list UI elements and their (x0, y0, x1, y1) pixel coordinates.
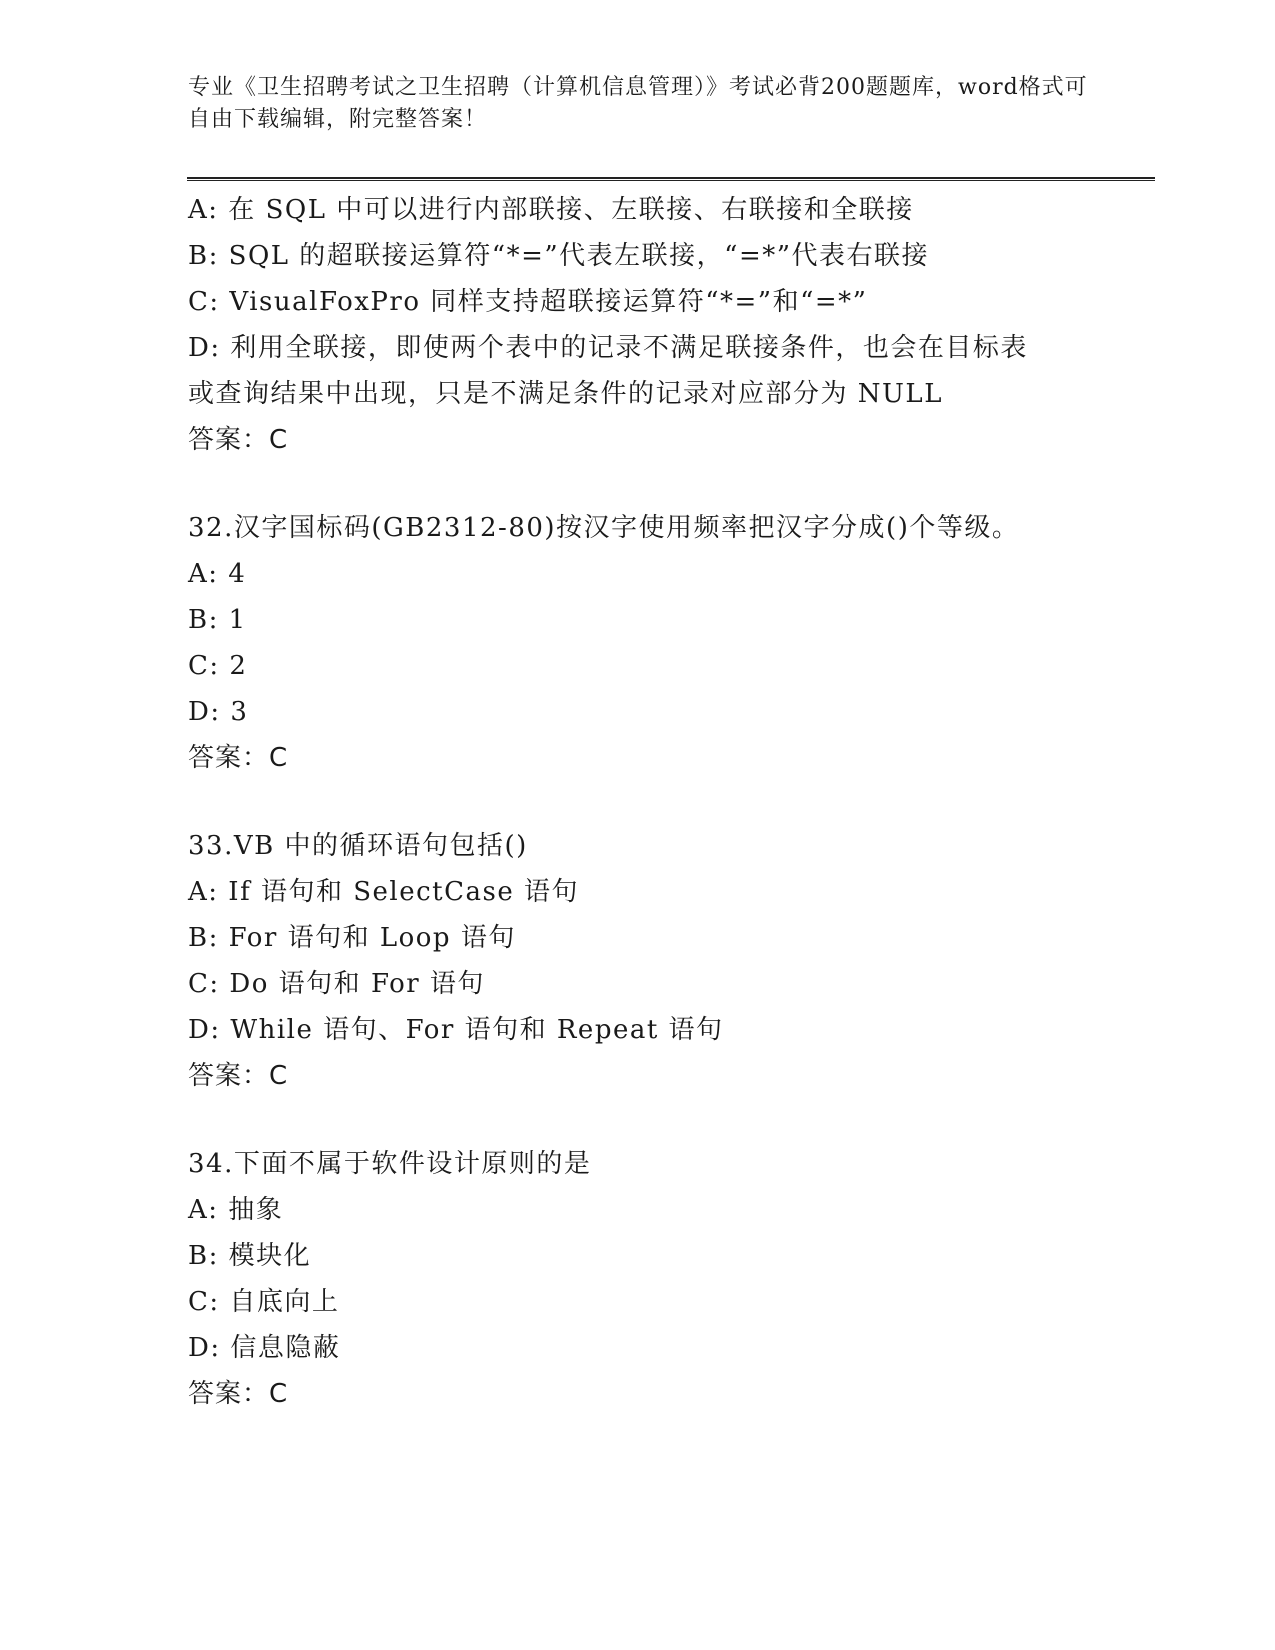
option-d: D: While 语句、For 语句和 Repeat 语句 (188, 1015, 724, 1045)
option-d: D: 3 (188, 697, 249, 727)
option-b: B: For 语句和 Loop 语句 (188, 923, 516, 953)
question-stem: 34.下面不属于软件设计原则的是 (188, 1149, 592, 1179)
option-a: A: 抽象 (188, 1195, 284, 1225)
answer: 答案：C (188, 743, 289, 773)
option-d: D: 利用全联接，即使两个表中的记录不满足联接条件，也会在目标表或查询结果中出现，只是不满足条件的记录对应部分为 NULL (188, 333, 1028, 409)
option-b: B: SQL 的超联接运算符“*=”代表左联接，“=*”代表右联接 (188, 241, 930, 271)
question-stem: 32.汉字国标码(GB2312-80)按汉字使用频率把汉字分成()个等级。 (188, 513, 1020, 543)
header-divider (187, 177, 1155, 181)
option-d: D: 信息隐蔽 (188, 1333, 341, 1363)
option-a: A: If 语句和 SelectCase 语句 (188, 877, 580, 907)
option-b: B: 1 (188, 605, 247, 635)
option-b: B: 模块化 (188, 1241, 312, 1271)
option-a: A: 在 SQL 中可以进行内部联接、左联接、右联接和全联接 (188, 195, 914, 225)
option-c: C: 自底向上 (188, 1287, 340, 1317)
question-32 (188, 505, 1148, 781)
option-c: C: Do 语句和 For 语句 (188, 969, 485, 999)
answer: 答案：C (188, 1379, 289, 1409)
answer: 答案：C (188, 1061, 289, 1091)
question-list (188, 187, 1148, 1417)
answer: 答案：C (188, 425, 289, 455)
option-a: A: 4 (188, 559, 247, 589)
option-c: C: VisualFoxPro 同样支持超联接运算符“*=”和“=*” (188, 287, 868, 317)
question-31 (188, 187, 1148, 463)
question-34 (188, 1141, 1148, 1417)
document-header: 专业《卫生招聘考试之卫生招聘（计算机信息管理）》考试必背200题题库，word格式可自由下载编辑，附完整答案！ (188, 75, 1088, 132)
question-33 (188, 823, 1148, 1099)
option-c: C: 2 (188, 651, 248, 681)
question-stem: 33.VB 中的循环语句包括() (188, 831, 528, 861)
